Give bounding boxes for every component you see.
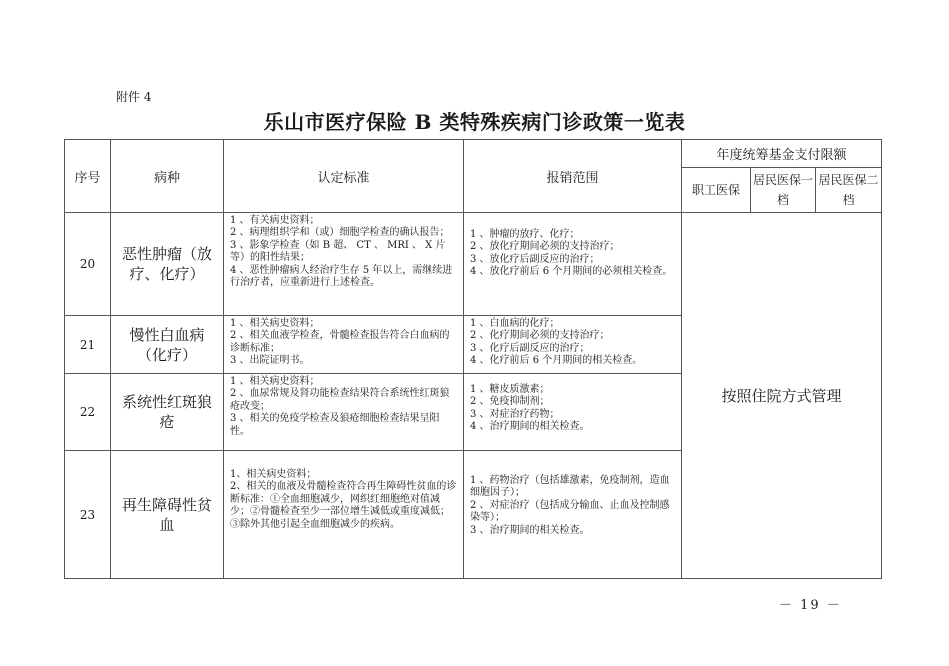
row-disease: 恶性肿瘤（放疗、化疗） [111, 213, 224, 316]
row-index: 20 [65, 213, 111, 316]
row-scope [464, 316, 682, 374]
criteria-item: 1、相关病史资料； [230, 469, 317, 480]
criteria-item: 1 、相关病史资料； [230, 318, 320, 329]
row-criteria [224, 316, 464, 374]
scope-item: 1 、白血病的化疗； [470, 318, 560, 329]
row-criteria [224, 374, 464, 451]
criteria-item: 3 、相关的免疫学检查及狼疮细胞检查结果呈阳性。 [230, 413, 440, 437]
table-row [65, 213, 882, 316]
row-disease: 再生障碍性贫血 [111, 451, 224, 579]
col-header-employee: 职工医保 [682, 168, 751, 213]
row-criteria [224, 451, 464, 579]
scope-item: 2 、放化疗期间必须的支持治疗； [470, 241, 620, 253]
criteria-item: 2、相关的血液及骨髓检查符合再生障碍性贫血的诊断标准：①全血细胞减少，网织红细胞绝对值减少；②骨髓检查至少一部位增生减低或重度减低；③除外其他引起全血细胞减少的疾病。 [230, 481, 457, 530]
scope-item: 2 、免疫抑制剂； [470, 396, 550, 408]
row-scope [464, 451, 682, 579]
col-header-resident1: 居民医保一档 [751, 168, 816, 213]
scope-item: 4 、放化疗前后 6 个月期间的必须相关检查。 [470, 266, 673, 278]
col-header-index: 序号 [65, 140, 111, 213]
scope-item: 3 、对症治疗药物； [470, 408, 560, 420]
row-disease: 系统性红斑狼疮 [111, 374, 224, 451]
criteria-item: 3 、出院证明书。 [230, 355, 310, 367]
col-header-limit-group: 年度统筹基金支付限额 [682, 140, 882, 168]
policy-table [64, 139, 882, 579]
scope-item: 2 、化疗期间必须的支持治疗； [470, 330, 610, 342]
row-scope [464, 374, 682, 451]
criteria-item: 3 、影象学检查（如 B 超、 CT 、 MRI 、 X 片等）的阳性结果； [230, 239, 446, 264]
col-header-resident2: 居民医保二档 [816, 168, 882, 213]
criteria-item: 1 、相关病史资料； [230, 376, 320, 387]
attachment-label: 附件 4 [116, 90, 152, 104]
criteria-item: 1 、有关病史资料； [230, 215, 320, 226]
row-disease: 慢性白血病（化疗） [111, 316, 224, 374]
row-index: 23 [65, 451, 111, 579]
scope-item: 3 、治疗期间的相关检查。 [470, 524, 590, 536]
scope-item: 2 、对症治疗（包括成分输血、止血及控制感染等）； [470, 499, 670, 524]
criteria-item: 2 、病理组织学和（或）细胞学检查的确认报告； [230, 227, 450, 239]
col-header-criteria: 认定标准 [224, 140, 464, 213]
row-scope [464, 213, 682, 316]
document-title: 乐山市医疗保险 B 类特殊疾病门诊政策一览表 [263, 110, 686, 134]
row-index: 21 [65, 316, 111, 374]
row-criteria [224, 213, 464, 316]
scope-item: 3 、放化疗后副反应的治疗； [470, 253, 600, 265]
scope-item: 3 、化疗后副反应的治疗； [470, 342, 590, 354]
row-index: 22 [65, 374, 111, 451]
payment-limit-cell: 按照住院方式管理 [682, 213, 882, 579]
criteria-item: 2 、相关血液学检查，骨髓检查报告符合白血病的诊断标准； [230, 330, 450, 354]
page-number: － 19 － [779, 598, 842, 613]
scope-item: 1 、药物治疗（包括雄激素，免疫制剂，造血细胞因子）； [470, 475, 670, 499]
header-row-top [65, 140, 882, 168]
criteria-item: 2 、血尿常规及肾功能检查结果符合系统性红斑狼疮改变； [230, 388, 450, 412]
scope-item: 1 、糖皮质激素； [470, 384, 550, 395]
col-header-scope: 报销范围 [464, 140, 682, 213]
scope-item: 4 、化疗前后 6 个月期间的相关检查。 [470, 355, 643, 367]
scope-item: 1 、肿瘤的放疗、化疗； [470, 229, 580, 240]
col-header-disease: 病种 [111, 140, 224, 213]
scope-item: 4 、治疗期间的相关检查。 [470, 421, 590, 433]
criteria-item: 4 、恶性肿瘤病人经治疗生存 5 年以上，需继续进行治疗者，应重新进行上述检查。 [230, 264, 453, 289]
